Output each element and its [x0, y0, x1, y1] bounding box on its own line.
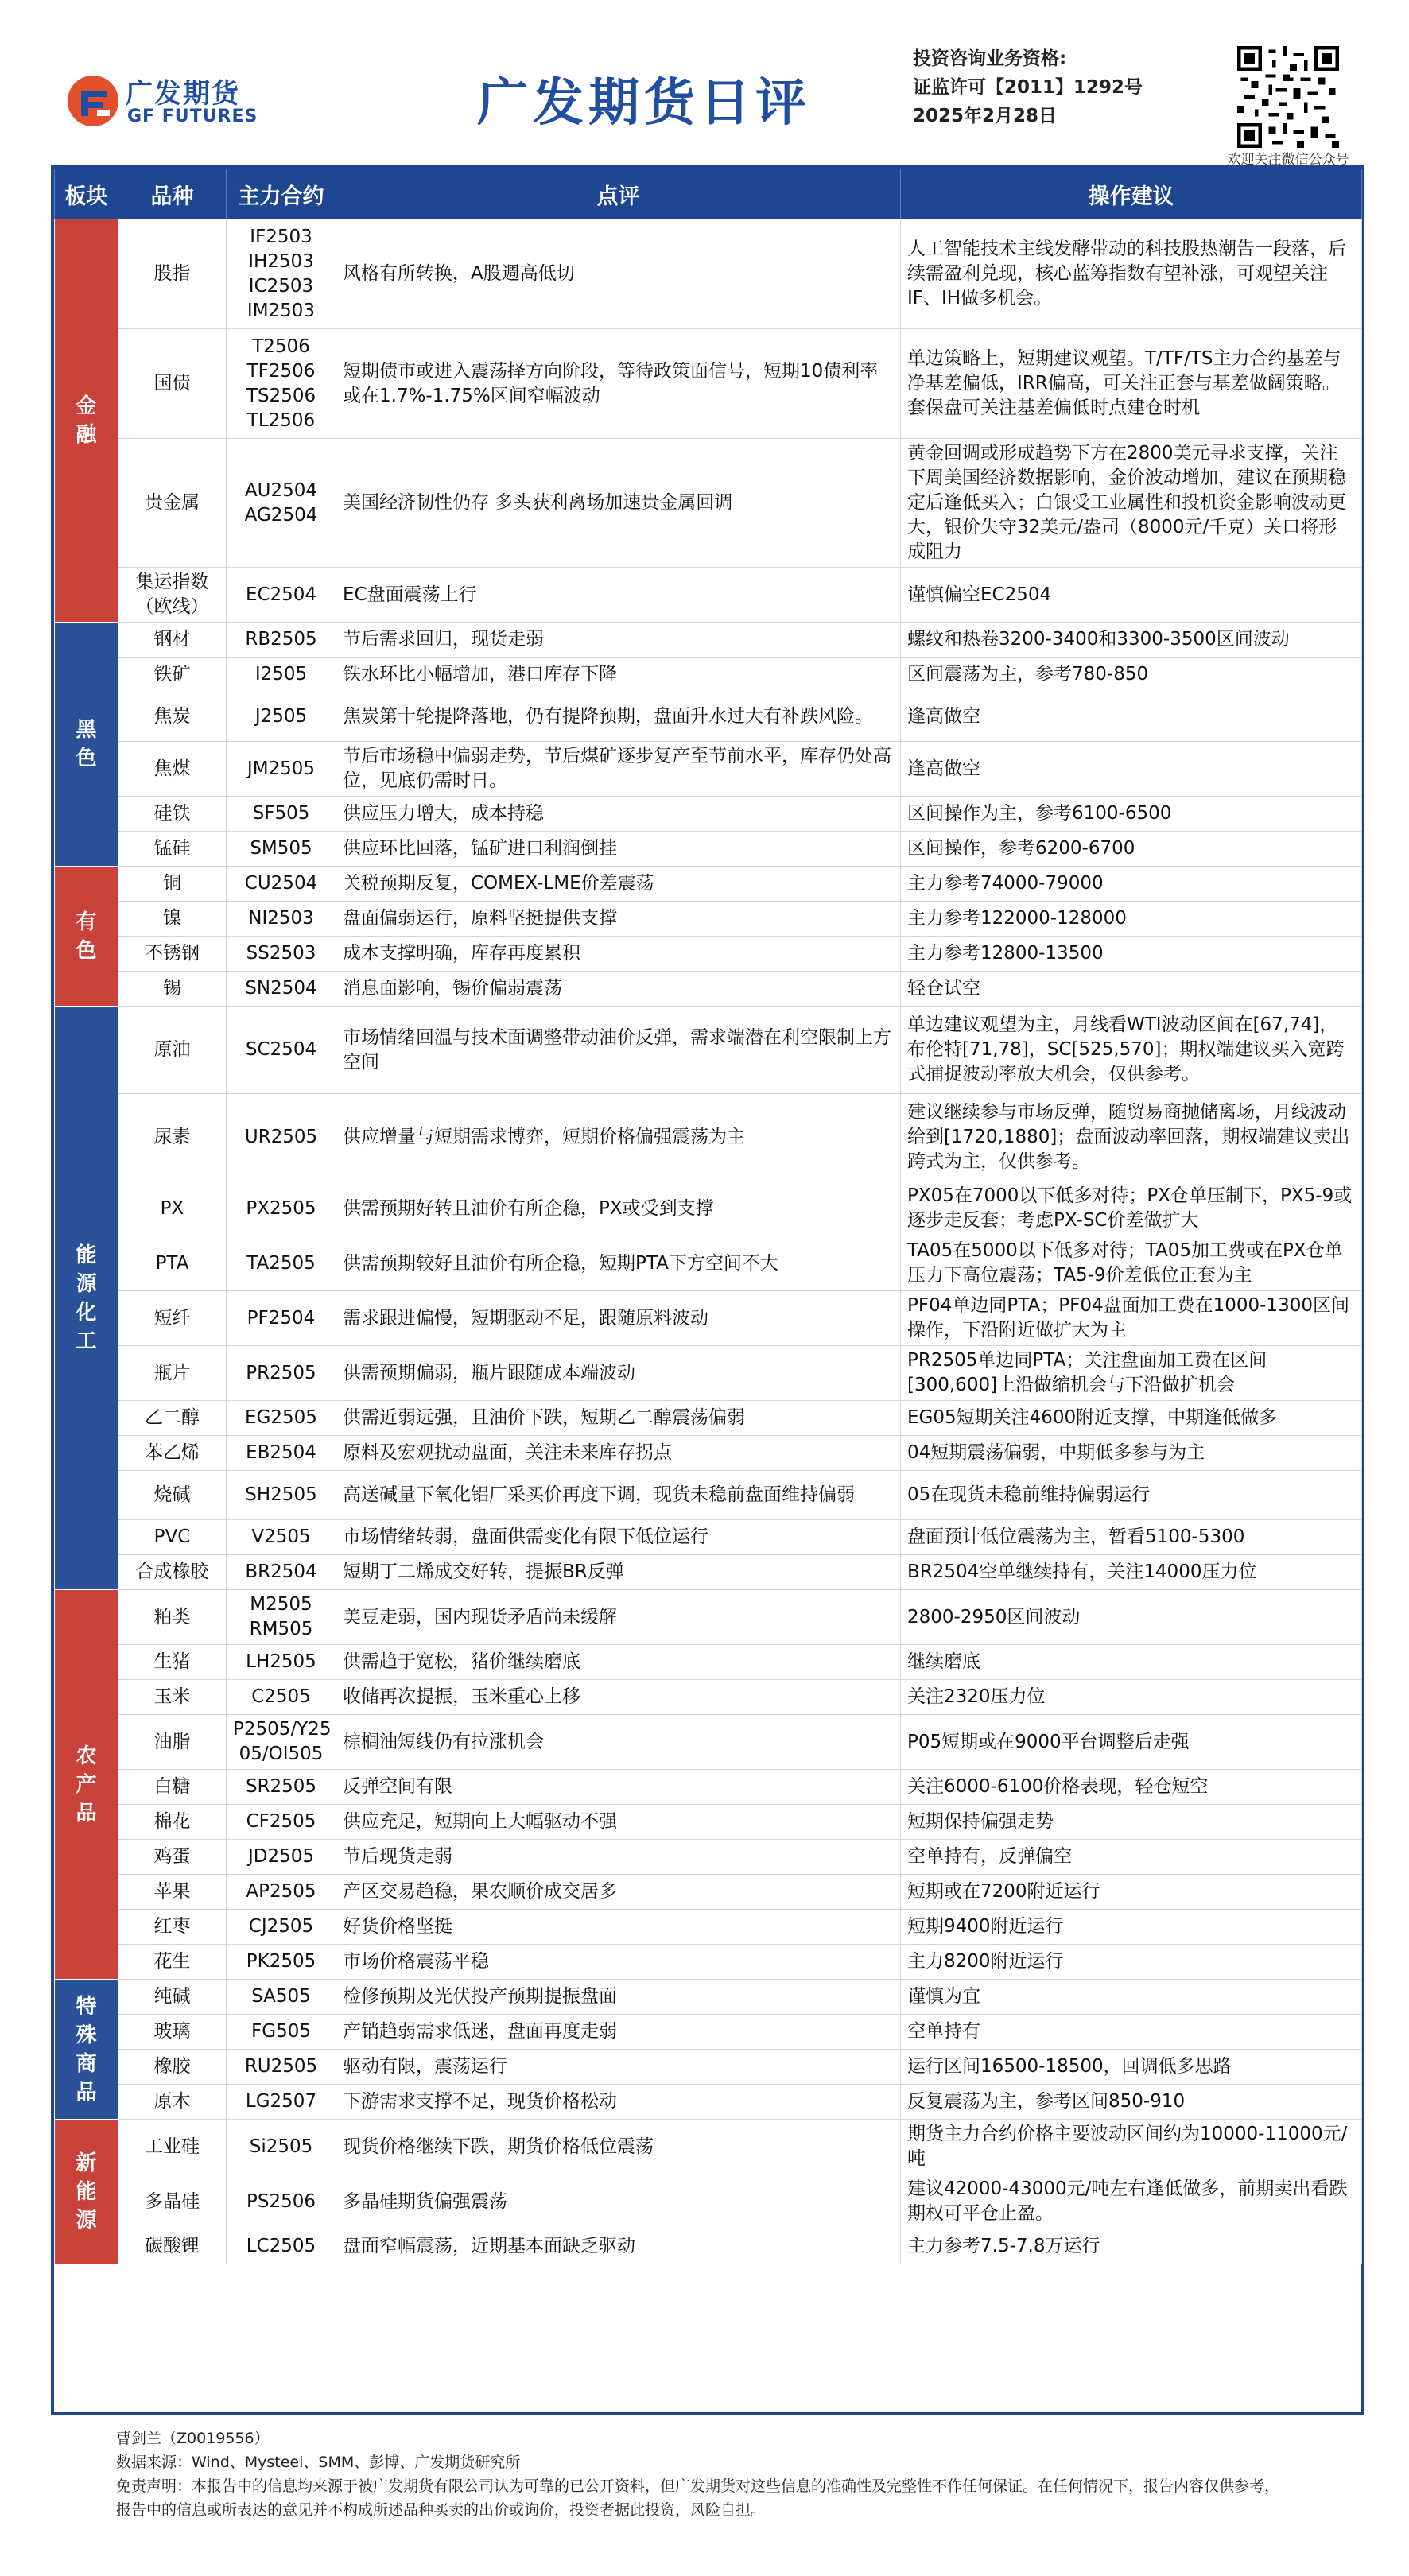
comment-cell: 市场情绪转弱，盘面供需变化有限下低位运行 [336, 1520, 901, 1555]
contract-cell [227, 1236, 336, 1291]
comment-cell: EC盘面震荡上行 [336, 568, 901, 623]
table-header-row [55, 169, 1362, 219]
variety-cell: 花生 [118, 1945, 227, 1980]
variety-cell: 焦炭 [118, 692, 227, 742]
contract-cell [227, 1715, 336, 1770]
advice-cell: 空单持有 [901, 2015, 1362, 2050]
analyst-name: 曹剑兰（Z0019556） [116, 2430, 270, 2447]
comment-cell: 节后需求回归，现货走弱 [336, 623, 901, 658]
contract-code: P2505/Y25 [233, 1719, 332, 1740]
comment-cell: 供需预期较好且油价有所企稳，短期PTA下方空间不大 [336, 1236, 901, 1291]
variety-cell: 棉花 [118, 1805, 227, 1840]
comment-cell: 供需预期好转且油价有所企稳，PX或受到支撑 [336, 1181, 901, 1236]
variety-cell: 原油 [118, 1007, 227, 1094]
sector-nonferrous-label: 有色 [55, 867, 118, 1007]
header-sector: 板块 [55, 169, 118, 219]
gf-logo-icon [65, 73, 121, 129]
contract-code: I2505 [254, 664, 308, 685]
contract-cell [227, 219, 336, 329]
table-row [55, 1590, 1362, 1645]
contract-code: JD2505 [247, 1846, 315, 1867]
contract-code: PS2506 [246, 2190, 316, 2212]
advice-cell: 建议42000-43000元/吨左右逢低做多，前期卖出看跌期权可平仓止盈。 [901, 2174, 1362, 2229]
comment-cell: 好货价格坚挺 [336, 1910, 901, 1945]
advice-cell: 人工智能技术主线发酵带动的科技股热潮告一段落，后续需盈利兑现，核心蓝筹指数有望补涨，可观望关注IF、IH做多机会。 [901, 219, 1362, 329]
table-row [55, 1945, 1362, 1980]
advice-cell: 短期9400附近运行 [901, 1910, 1362, 1945]
contract-cell [227, 1471, 336, 1520]
comment-cell: 盘面窄幅震荡，近期基本面缺乏驱动 [336, 2229, 901, 2264]
contract-code: RB2505 [245, 629, 317, 650]
table-row [55, 937, 1362, 972]
table-row [55, 1715, 1362, 1770]
contract-cell [227, 1346, 336, 1401]
contract-cell [227, 1401, 336, 1436]
table-row [55, 2174, 1362, 2229]
table-row [55, 1471, 1362, 1520]
comment-cell: 成本支撑明确，库存再度累积 [336, 937, 901, 972]
header-comment: 点评 [336, 169, 901, 219]
logo-en-text: GF FUTURES [127, 107, 258, 126]
table-row [55, 658, 1362, 692]
table-row [55, 1007, 1362, 1094]
variety-cell: PX [118, 1181, 227, 1236]
comment-cell: 供需近弱远强，且油价下跌，短期乙二醇震荡偏弱 [336, 1401, 901, 1436]
contract-code: CJ2505 [248, 1916, 314, 1937]
comment-cell: 焦炭第十轮提降落地，仍有提降预期，盘面升水过大有补跌风险。 [336, 692, 901, 742]
table-row [55, 1805, 1362, 1840]
disclaimer-line-2: 报告中的信息或所表达的意见并不构成所述品种买卖的出价或询价，投资者据此投资，风险自担。 [116, 2501, 767, 2519]
advice-cell: P05短期或在9000平台调整后走强 [901, 1715, 1362, 1770]
contract-code: TS2506 [246, 385, 316, 406]
variety-cell: PVC [118, 1520, 227, 1555]
contract-code: LG2507 [245, 2091, 317, 2112]
daily-review-table [51, 165, 1364, 2415]
variety-cell: 短纤 [118, 1291, 227, 1346]
contract-code: EB2504 [246, 1442, 316, 1463]
table-row [55, 1236, 1362, 1291]
contract-code: RM505 [249, 1619, 313, 1639]
contract-code: FG505 [251, 2021, 311, 2042]
advice-cell: 主力参考122000-128000 [901, 902, 1362, 937]
contract-cell [227, 972, 336, 1007]
contract-code: SC2504 [245, 1039, 317, 1060]
advice-cell: 空单持有，反弹偏空 [901, 1840, 1362, 1875]
comment-cell: 供需预期偏弱，瓶片跟随成本端波动 [336, 1346, 901, 1401]
contract-code: TL2506 [246, 409, 316, 431]
contract-cell [227, 1770, 336, 1805]
table-row [55, 1401, 1362, 1436]
logo-cn-text: 广发期货 [126, 78, 240, 110]
table-row [55, 1840, 1362, 1875]
contract-cell [227, 742, 336, 797]
variety-cell: 鸡蛋 [118, 1840, 227, 1875]
table-row [55, 867, 1362, 902]
contract-code: EC2504 [245, 584, 317, 605]
table-row [55, 742, 1362, 797]
variety-cell: 粕类 [118, 1590, 227, 1645]
advice-cell: 单边策略上，短期建议观望。T/TF/TS主力合约基差与净基差偏低，IRR偏高，可关注正套与基差做阔策略。套保盘可关注基差偏低时点建仓时机 [901, 329, 1362, 439]
contract-cell [227, 1181, 336, 1236]
advice-cell: 主力参考74000-79000 [901, 867, 1362, 902]
table-row [55, 623, 1362, 658]
contract-code: SS2503 [246, 943, 316, 964]
comment-cell: 检修预期及光伏投产预期提振盘面 [336, 1980, 901, 2015]
variety-cell: 合成橡胶 [118, 1555, 227, 1590]
table-row [55, 219, 1362, 329]
table-row [55, 1346, 1362, 1401]
contract-code: AU2504 [244, 479, 318, 501]
contract-cell [227, 658, 336, 692]
table-row [55, 972, 1362, 1007]
variety-cell: 玉米 [118, 1680, 227, 1715]
contract-cell [227, 1875, 336, 1910]
comment-cell: 美豆走弱，国内现货矛盾尚未缓解 [336, 1590, 901, 1645]
table-row [55, 1520, 1362, 1555]
contract-cell [227, 1680, 336, 1715]
contract-cell [227, 2229, 336, 2264]
comment-cell: 现货价格继续下跌，期货价格低位震荡 [336, 2120, 901, 2174]
comment-cell: 需求跟进偏慢，短期驱动不足，跟随原料波动 [336, 1291, 901, 1346]
table-row [55, 1555, 1362, 1590]
contract-code: SM505 [250, 838, 312, 859]
variety-cell: 纯碱 [118, 1980, 227, 2015]
contract-cell [227, 867, 336, 902]
advice-cell: 主力参考12800-13500 [901, 937, 1362, 972]
contract-code: IC2503 [248, 275, 314, 297]
contract-code: C2505 [251, 1686, 311, 1707]
logo [65, 70, 272, 134]
contract-code: UR2505 [244, 1127, 318, 1147]
contract-code: AP2505 [246, 1881, 316, 1902]
contract-code: SA505 [251, 1986, 311, 2007]
contract-cell [227, 1094, 336, 1181]
advice-cell: TA05在5000以下低多对待；TA05加工费或在PX仓单压力下高位震荡；TA5-9价差低位正套为主 [901, 1236, 1362, 1291]
advice-cell: 黄金回调或形成趋势下方在2800美元寻求支撑，关注下周美国经济数据影响，金价波动增加，建议在预期稳定后逢低买入；白银受工业属性和投机资金影响波动更大，银价失守32美元/盎司（8000元/千克）关口将形成阻力 [901, 439, 1362, 568]
comment-cell: 市场价格震荡平稳 [336, 1945, 901, 1980]
sector-special-label: 特殊商品 [55, 1980, 118, 2120]
qr-code-icon [1237, 46, 1339, 148]
table-row [55, 1436, 1362, 1471]
contract-code: TF2506 [246, 360, 316, 382]
table-row [55, 692, 1362, 742]
contract-code: TA2505 [246, 1252, 316, 1274]
advice-cell: 2800-2950区间波动 [901, 1590, 1362, 1645]
comment-cell: 供应充足，短期向上大幅驱动不强 [336, 1805, 901, 1840]
table-row [55, 1181, 1362, 1236]
variety-cell: 镍 [118, 902, 227, 937]
comment-cell: 反弹空间有限 [336, 1770, 901, 1805]
contract-cell [227, 2120, 336, 2174]
advice-cell: 谨慎为宜 [901, 1980, 1362, 2015]
variety-cell: 钢材 [118, 623, 227, 658]
comment-cell: 产区交易趋稳，果农顺价成交居多 [336, 1875, 901, 1910]
comment-cell: 节后现货走弱 [336, 1840, 901, 1875]
comment-cell: 供应压力增大，成本持稳 [336, 797, 901, 832]
contract-cell [227, 692, 336, 742]
advice-cell: EG05短期关注4600附近支撑，中期逢低做多 [901, 1401, 1362, 1436]
table-row [55, 329, 1362, 439]
advice-cell: BR2504空单继续持有，关注14000压力位 [901, 1555, 1362, 1590]
contract-cell [227, 1910, 336, 1945]
table-row [55, 1910, 1362, 1945]
advice-cell: 轻仓试空 [901, 972, 1362, 1007]
variety-cell: 尿素 [118, 1094, 227, 1181]
variety-cell: 原木 [118, 2085, 227, 2120]
disclaimer-line-1: 免责声明：本报告中的信息均来源于被广发期货有限公司认为可靠的已公开资料，但广发期货对这些信息的准确性及完整性不作任何保证。在任何情况下，报告内容仅供参考， [116, 2477, 1280, 2495]
qr-caption: 欢迎关注微信公众号 [1227, 152, 1349, 168]
advice-cell: 区间操作，参考6200-6700 [901, 832, 1362, 867]
variety-cell: 锡 [118, 972, 227, 1007]
report-date: 2025年2月28日 [913, 106, 1058, 126]
contract-cell [227, 623, 336, 658]
variety-cell: 苹果 [118, 1875, 227, 1910]
variety-cell: 焦煤 [118, 742, 227, 797]
contract-code: V2505 [251, 1527, 311, 1547]
table-row [55, 2229, 1362, 2264]
comment-cell: 美国经济韧性仍存 多头获利离场加速贵金属回调 [336, 439, 901, 568]
contract-cell [227, 2050, 336, 2085]
contract-code: PF2504 [246, 1307, 316, 1329]
contract-code: RU2505 [244, 2056, 318, 2077]
contract-code: Si2505 [249, 2136, 313, 2157]
contract-code: SN2504 [245, 978, 317, 999]
variety-cell: 不锈钢 [118, 937, 227, 972]
variety-cell: 乙二醇 [118, 1401, 227, 1436]
advice-cell: 反复震荡为主，参考区间850-910 [901, 2085, 1362, 2120]
comment-cell: 盘面偏弱运行，原料坚挺提供支撑 [336, 902, 901, 937]
comment-cell: 市场情绪回温与技术面调整带动油价反弹，需求端潜在利空限制上方空间 [336, 1007, 901, 1094]
contract-code: SR2505 [245, 1776, 317, 1797]
advice-cell: 短期或在7200附近运行 [901, 1875, 1362, 1910]
contract-code: T2506 [252, 336, 310, 357]
contract-cell [227, 937, 336, 972]
sector-new-energy-label: 新能源 [55, 2120, 118, 2264]
advice-cell: 运行区间16500-18500，回调低多思路 [901, 2050, 1362, 2085]
variety-cell: 锰硅 [118, 832, 227, 867]
comment-cell: 短期丁二烯成交好转，提振BR反弹 [336, 1555, 901, 1590]
variety-cell: 铁矿 [118, 658, 227, 692]
sector-agri-label: 农产品 [55, 1590, 118, 1980]
advice-cell: 区间震荡为主，参考780-850 [901, 658, 1362, 692]
table-row [55, 1094, 1362, 1181]
variety-cell: 橡胶 [118, 2050, 227, 2085]
advice-cell: PR2505单边同PTA；关注盘面加工费在区间[300,600]上沿做缩机会与下沿做扩机会 [901, 1346, 1362, 1401]
comment-cell: 驱动有限，震荡运行 [336, 2050, 901, 2085]
advice-cell: 逢高做空 [901, 692, 1362, 742]
variety-cell: 生猪 [118, 1645, 227, 1680]
contract-code: IF2503 [250, 226, 312, 247]
contract-code: CF2505 [246, 1811, 316, 1832]
comment-cell: 下游需求支撑不足，现货价格松动 [336, 2085, 901, 2120]
comment-cell: 产销趋弱需求低迷，盘面再度走弱 [336, 2015, 901, 2050]
contract-cell [227, 1805, 336, 1840]
data-source: 数据来源：Wind、Mysteel、SMM、彭博、广发期货研究所 [116, 2454, 521, 2471]
variety-cell: 红枣 [118, 1910, 227, 1945]
variety-cell: 碳酸锂 [118, 2229, 227, 2264]
table-row [55, 1645, 1362, 1680]
contract-code: LC2505 [246, 2236, 316, 2256]
contract-cell [227, 1840, 336, 1875]
contract-code: J2505 [254, 706, 308, 727]
table-row [55, 2015, 1362, 2050]
contract-cell [227, 2174, 336, 2229]
table-row [55, 2085, 1362, 2120]
table-row [55, 1980, 1362, 2015]
table-row [55, 439, 1362, 568]
variety-cell: 硅铁 [118, 797, 227, 832]
advice-cell: 单边建议观望为主，月线看WTI波动区间在[67,74]，布伦特[71,78]，SC[525,570]；期权端建议买入宽跨式捕捉波动率放大机会，仅供参考。 [901, 1007, 1362, 1094]
advice-cell: 关注6000-6100价格表现，轻仓短空 [901, 1770, 1362, 1805]
variety-cell: 股指 [118, 219, 227, 329]
contract-cell [227, 1555, 336, 1590]
advice-cell: 螺纹和热卷3200-3400和3300-3500区间波动 [901, 623, 1362, 658]
advice-cell: 建议继续参与市场反弹，随贸易商抛储离场，月线波动给到[1720,1880]；盘面波动率回落，期权端建议卖出跨式为主，仅供参考。 [901, 1094, 1362, 1181]
contract-cell [227, 2085, 336, 2120]
contract-cell [227, 1436, 336, 1471]
contract-cell [227, 1520, 336, 1555]
advice-cell: 期货主力合约价格主要波动区间约为10000-11000元/吨 [901, 2120, 1362, 2174]
contract-cell [227, 1291, 336, 1346]
variety-cell: 工业硅 [118, 2120, 227, 2174]
table-row [55, 568, 1362, 623]
contract-code: EG2505 [245, 1407, 317, 1428]
variety-cell: 国债 [118, 329, 227, 439]
contract-cell [227, 797, 336, 832]
advice-cell: 关注2320压力位 [901, 1680, 1362, 1715]
contract-cell [227, 1645, 336, 1680]
advice-cell: 主力8200附近运行 [901, 1945, 1362, 1980]
advice-cell: 盘面预计低位震荡为主，暂看5100-5300 [901, 1520, 1362, 1555]
license-number: 证监许可【2011】1292号 [913, 77, 1143, 98]
qualification-block [913, 45, 1215, 130]
contract-cell [227, 832, 336, 867]
variety-cell: PTA [118, 1236, 227, 1291]
variety-cell: 玻璃 [118, 2015, 227, 2050]
sector-finance-label: 金融 [55, 219, 118, 623]
comment-cell: 关税预期反复，COMEX-LME价差震荡 [336, 867, 901, 902]
contract-cell [227, 2015, 336, 2050]
table-row [55, 797, 1362, 832]
contract-code: AG2504 [244, 504, 318, 526]
header-variety: 品种 [118, 169, 227, 219]
contract-cell [227, 1980, 336, 2015]
table-row [55, 2050, 1362, 2085]
advice-cell: 主力参考7.5-7.8万运行 [901, 2229, 1362, 2264]
contract-cell [227, 439, 336, 568]
contract-cell [227, 1945, 336, 1980]
advice-cell: 05在现货未稳前维持偏弱运行 [901, 1471, 1362, 1520]
comment-cell: 供应环比回落，锰矿进口利润倒挂 [336, 832, 901, 867]
variety-cell: 瓶片 [118, 1346, 227, 1401]
contract-code: NI2503 [248, 908, 314, 929]
table-row [55, 902, 1362, 937]
comment-cell: 棕榈油短线仍有拉涨机会 [336, 1715, 901, 1770]
page-title: 广发期货日评 [477, 74, 811, 133]
table-row [55, 1291, 1362, 1346]
comment-cell: 铁水环比小幅增加，港口库存下降 [336, 658, 901, 692]
contract-cell [227, 902, 336, 937]
comment-cell: 供需趋于宽松，猪价继续磨底 [336, 1645, 901, 1680]
advice-cell: 继续磨底 [901, 1645, 1362, 1680]
contract-code: M2505 [250, 1594, 312, 1615]
advice-cell: PF04单边同PTA；PF04盘面加工费在1000-1300区间操作，下沿附近做扩大为主 [901, 1291, 1362, 1346]
advice-cell: 谨慎偏空EC2504 [901, 568, 1362, 623]
variety-cell: 苯乙烯 [118, 1436, 227, 1471]
comment-cell: 收储再次提振，玉米重心上移 [336, 1680, 901, 1715]
variety-cell: 集运指数（欧线） [118, 568, 227, 623]
comment-cell: 风格有所转换，A股週高低切 [336, 219, 901, 329]
variety-cell: 铜 [118, 867, 227, 902]
comment-cell: 节后市场稳中偏弱走势，节后煤矿逐步复产至节前水平，库存仍处高位，见底仍需时日。 [336, 742, 901, 797]
footer [116, 2427, 1357, 2522]
qualification-label: 投资咨询业务资格: [913, 48, 1067, 69]
advice-cell: PX05在7000以下低多对待；PX仓单压制下，PX5-9或逐步走反套；考虑PX-SC价差做扩大 [901, 1181, 1362, 1236]
table-row [55, 2120, 1362, 2174]
contract-code: IH2503 [248, 250, 314, 272]
contract-code: SF505 [252, 803, 310, 824]
advice-cell: 逢高做空 [901, 742, 1362, 797]
variety-cell: 油脂 [118, 1715, 227, 1770]
contract-code: IM2503 [246, 300, 316, 321]
comment-cell: 短期债市或进入震荡择方向阶段，等待政策面信号，短期10债利率或在1.7%-1.75%区间窄幅波动 [336, 329, 901, 439]
table-row [55, 1680, 1362, 1715]
contract-code: PX2505 [246, 1197, 316, 1219]
advice-cell: 04短期震荡偏弱，中期低多参与为主 [901, 1436, 1362, 1471]
header-contract: 主力合约 [227, 169, 336, 219]
contract-code: PK2505 [246, 1951, 316, 1972]
comment-cell: 消息面影响，锡价偏弱震荡 [336, 972, 901, 1007]
contract-code: SH2505 [245, 1484, 317, 1505]
advice-cell: 区间操作为主，参考6100-6500 [901, 797, 1362, 832]
table-row [55, 1875, 1362, 1910]
header-advice: 操作建议 [901, 169, 1362, 219]
variety-cell: 多晶硅 [118, 2174, 227, 2229]
variety-cell: 贵金属 [118, 439, 227, 568]
contract-cell [227, 329, 336, 439]
contract-code: CU2504 [244, 873, 318, 894]
comment-cell: 多晶硅期货偏强震荡 [336, 2174, 901, 2229]
table-row [55, 1770, 1362, 1805]
comment-cell: 原料及宏观扰动盘面，关注未来库存拐点 [336, 1436, 901, 1471]
contract-cell [227, 1590, 336, 1645]
contract-code: BR2504 [245, 1562, 317, 1582]
advice-cell: 短期保持偏强走势 [901, 1805, 1362, 1840]
contract-code: 05/OI505 [239, 1744, 324, 1764]
comment-cell: 高送碱量下氧化铝厂采买价再度下调，现货未稳前盘面维持偏弱 [336, 1471, 901, 1520]
table-row [55, 832, 1362, 867]
contract-cell [227, 568, 336, 623]
comment-cell: 供应增量与短期需求博弈，短期价格偏强震荡为主 [336, 1094, 901, 1181]
contract-code: JM2505 [246, 758, 316, 779]
sector-ferrous-label: 黑色 [55, 623, 118, 867]
contract-code: LH2505 [246, 1651, 316, 1672]
variety-cell: 烧碱 [118, 1471, 227, 1520]
variety-cell: 白糖 [118, 1770, 227, 1805]
contract-cell [227, 1007, 336, 1094]
contract-code: PR2505 [246, 1362, 316, 1383]
sector-energy-chem-label: 能源化工 [55, 1007, 118, 1590]
